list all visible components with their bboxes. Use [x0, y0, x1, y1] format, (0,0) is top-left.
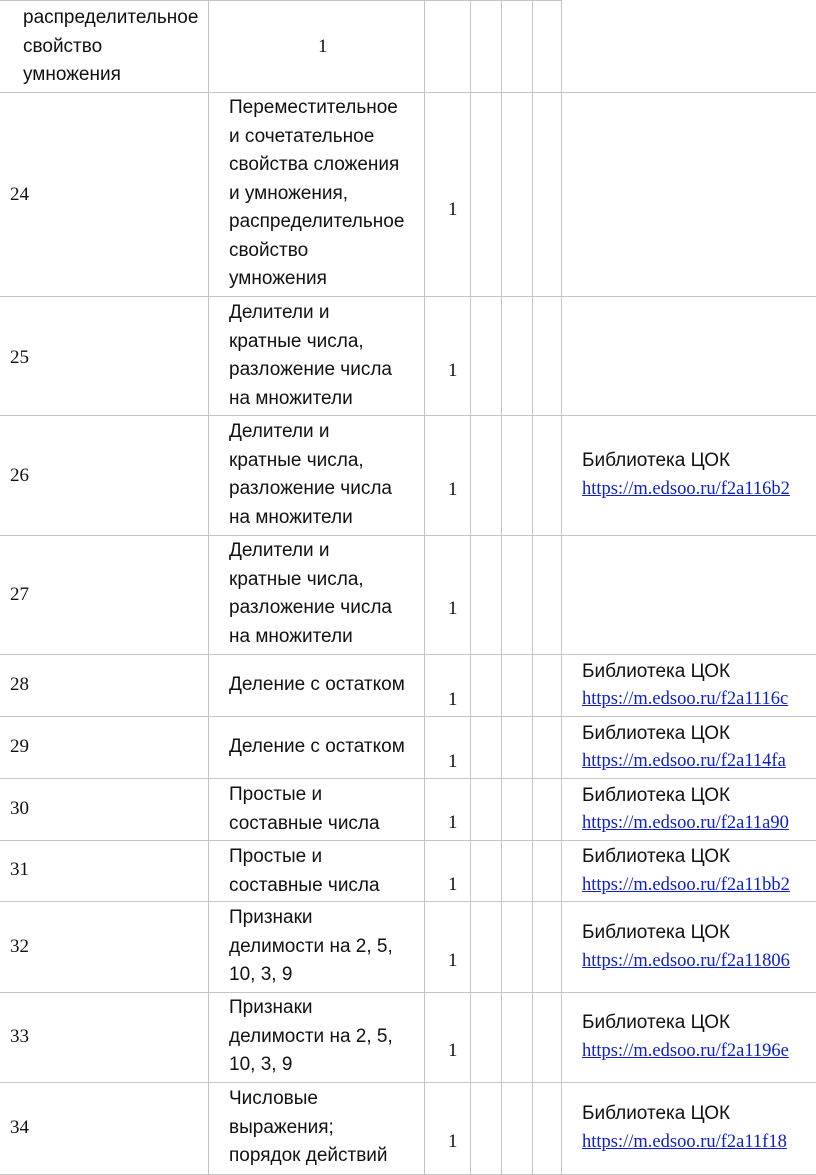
- topic-line: Признаки: [229, 907, 313, 928]
- row-number: 32: [10, 936, 29, 957]
- row-border: [0, 92, 816, 93]
- topic-line: умножения: [229, 268, 327, 289]
- hours-cell: 1: [448, 874, 458, 895]
- row-number: 29: [10, 736, 29, 757]
- topic-cell: [229, 843, 380, 900]
- topic-line: на множители: [229, 387, 353, 409]
- topic-line: Деление с остатком: [229, 674, 405, 695]
- resource-label: Библиотека ЦОК: [582, 922, 731, 943]
- resource-link[interactable]: https://m.edsoo.ru/f2a11a90: [582, 813, 789, 833]
- resource-label: Библиотека ЦОК: [582, 785, 731, 806]
- resource-link[interactable]: https://m.edsoo.ru/f2a11bb2: [582, 875, 790, 895]
- topic-cell: [229, 94, 404, 294]
- topic-cell: [23, 4, 198, 90]
- row-number: 30: [10, 798, 29, 819]
- topic-line: делимости на 2, 5,: [229, 1025, 393, 1047]
- hours-cell: 1: [448, 360, 458, 381]
- topic-line: на множители: [229, 506, 353, 528]
- topic-line: кратные числа,: [229, 449, 364, 471]
- row-number: 31: [10, 859, 29, 880]
- row-border: [0, 0, 562, 1]
- topic-cell: [229, 537, 392, 651]
- row-number: 27: [10, 584, 29, 605]
- hours-cell: 1: [448, 199, 458, 220]
- topic-line: и сочетательное: [229, 125, 375, 147]
- row-number: 28: [10, 674, 29, 695]
- row-border: [0, 296, 816, 297]
- hours-cell: 1: [448, 1040, 458, 1061]
- topic-line: составные числа: [229, 812, 380, 834]
- topic-line: Деление с остатком: [229, 736, 405, 757]
- topic-line: кратные числа,: [229, 568, 364, 590]
- topic-line: Простые и: [229, 846, 323, 867]
- resource-label: Библиотека ЦОК: [582, 723, 731, 744]
- topic-cell: [229, 781, 380, 838]
- row-border: [0, 716, 816, 717]
- resource-label: Библиотека ЦОК: [582, 846, 731, 867]
- topic-line: 10, 3, 9: [229, 1054, 293, 1075]
- row-number: 26: [10, 465, 29, 486]
- topic-line: делимости на 2, 5,: [229, 935, 393, 957]
- hours-cell: 1: [448, 598, 458, 619]
- resource-label: Библиотека ЦОК: [582, 1103, 731, 1124]
- column-border: [532, 0, 533, 1175]
- topic-line: разложение числа: [229, 359, 392, 380]
- column-border: [208, 0, 209, 1175]
- row-border: [0, 840, 816, 841]
- hours-cell: 1: [318, 36, 328, 57]
- topic-line: Делители и: [229, 540, 330, 561]
- hours-cell: 1: [448, 812, 458, 833]
- row-border: [0, 992, 816, 993]
- row-number: 25: [10, 347, 29, 368]
- topic-line: порядок действий: [229, 1145, 388, 1166]
- resource-link[interactable]: https://m.edsoo.ru/f2a116b2: [582, 479, 790, 499]
- topic-line: разложение числа: [229, 478, 392, 499]
- topic-cell: [229, 299, 392, 413]
- column-border: [424, 0, 425, 1175]
- hours-cell: 1: [448, 950, 458, 971]
- row-border: [0, 778, 816, 779]
- topic-cell: [229, 1085, 388, 1171]
- topic-line: Числовые: [229, 1088, 318, 1109]
- resource-link[interactable]: https://m.edsoo.ru/f2a114fa: [582, 751, 786, 771]
- row-number: 34: [10, 1117, 29, 1138]
- topic-line: распределительное: [23, 7, 199, 28]
- row-border: [0, 901, 816, 902]
- row-number: 24: [10, 184, 29, 205]
- column-border: [561, 0, 562, 1175]
- hours-cell: 1: [448, 479, 458, 500]
- topic-line: кратные числа,: [229, 330, 364, 352]
- column-border: [501, 0, 502, 1175]
- column-border: [470, 0, 471, 1175]
- hours-cell: 1: [448, 1131, 458, 1152]
- topic-cell: [229, 418, 392, 532]
- topic-line: свойство: [229, 239, 309, 261]
- resource-label: Библиотека ЦОК: [582, 1012, 731, 1033]
- resource-link[interactable]: https://m.edsoo.ru/f2a11806: [582, 951, 790, 971]
- topic-line: свойство: [23, 35, 103, 57]
- row-border: [0, 654, 816, 655]
- topic-line: составные числа: [229, 874, 380, 896]
- topic-line: Делители и: [229, 302, 330, 323]
- topic-line: Признаки: [229, 997, 313, 1018]
- resource-label: Библиотека ЦОК: [582, 661, 731, 682]
- resource-link[interactable]: https://m.edsoo.ru/f2a1116c: [582, 689, 789, 709]
- row-border: [0, 535, 816, 536]
- resource-link[interactable]: https://m.edsoo.ru/f2a1196e: [582, 1041, 789, 1061]
- row-border: [0, 1082, 816, 1083]
- hours-cell: 1: [448, 751, 458, 772]
- topic-line: и умножения,: [229, 182, 349, 204]
- topic-line: выражения;: [229, 1116, 334, 1138]
- topic-line: 10, 3, 9: [229, 964, 293, 985]
- resource-label: Библиотека ЦОК: [582, 450, 731, 471]
- hours-cell: 1: [448, 689, 458, 710]
- row-border: [0, 415, 816, 416]
- topic-cell: [229, 994, 393, 1080]
- topic-line: на множители: [229, 625, 353, 647]
- topic-line: умножения: [23, 64, 121, 85]
- topic-cell: [229, 733, 405, 762]
- resource-link[interactable]: https://m.edsoo.ru/f2a11f18: [582, 1132, 787, 1152]
- topic-line: Делители и: [229, 421, 330, 442]
- topic-line: Простые и: [229, 784, 323, 805]
- row-number: 33: [10, 1026, 29, 1047]
- topic-cell: [229, 904, 393, 990]
- topic-line: разложение числа: [229, 597, 392, 618]
- topic-line: Переместительное: [229, 97, 398, 118]
- topic-line: свойства сложения: [229, 154, 400, 175]
- topic-line: распределительное: [229, 211, 405, 232]
- topic-cell: [229, 671, 405, 700]
